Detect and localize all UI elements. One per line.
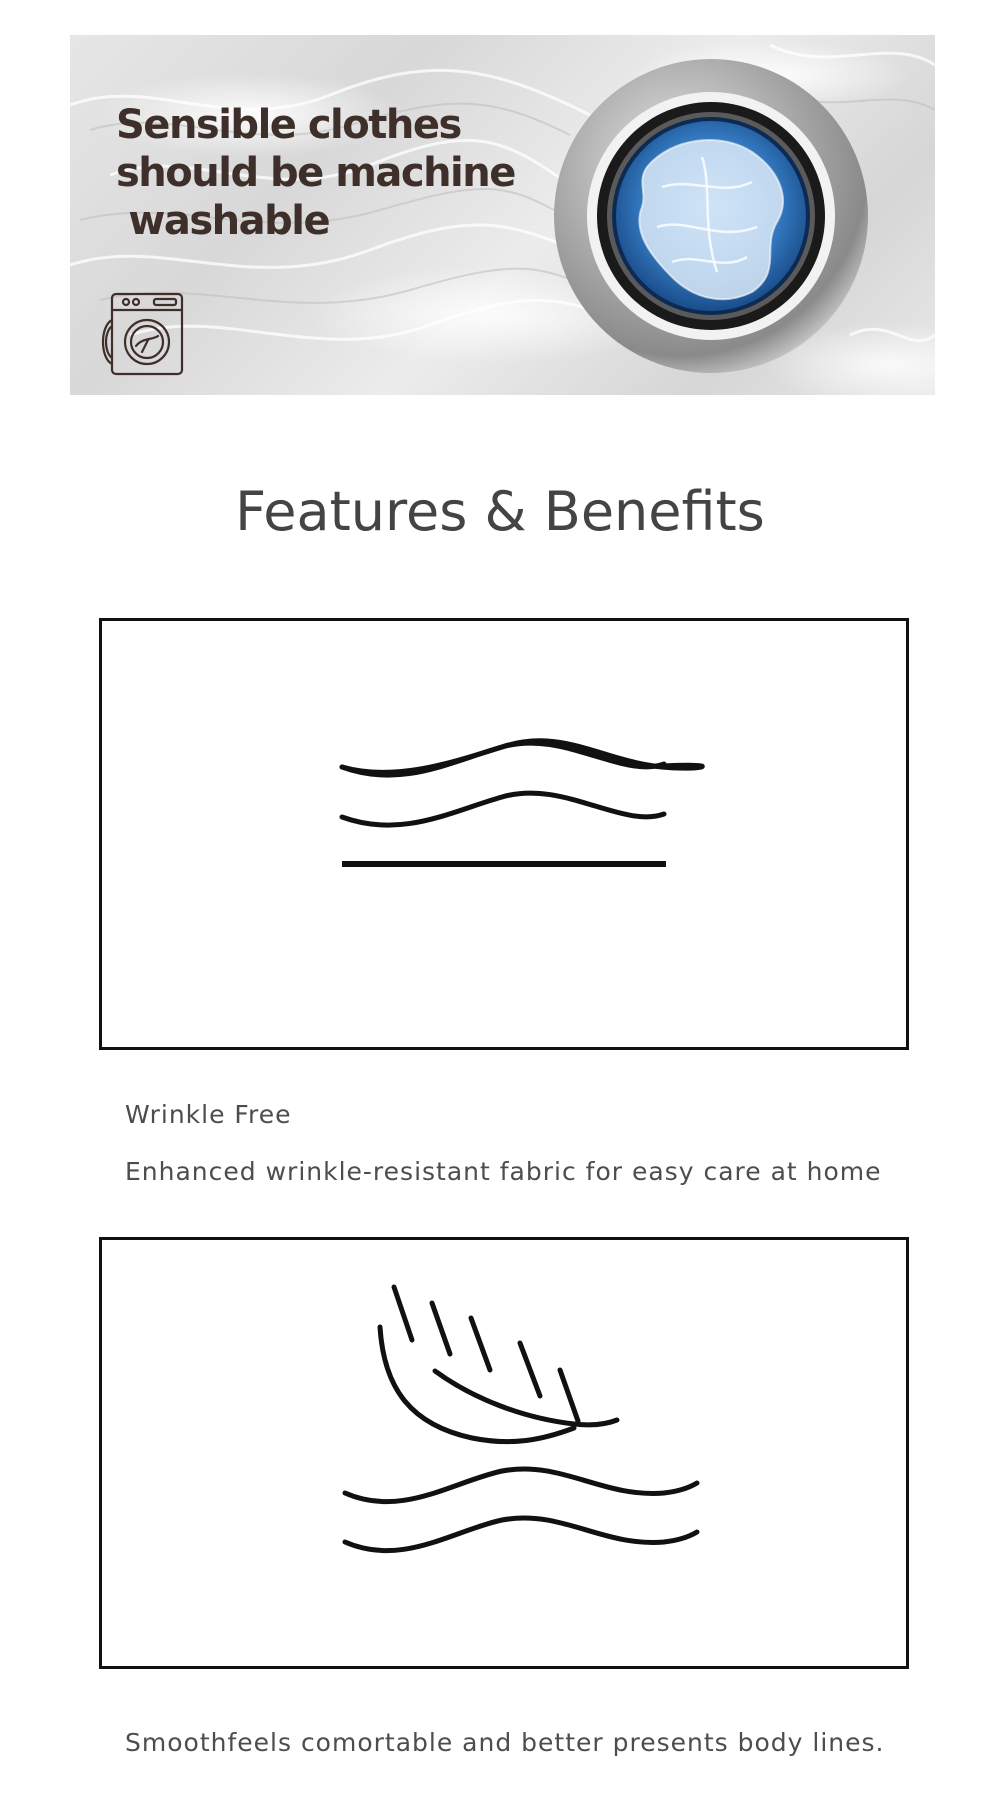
hero-title-line-1: Sensible clothes xyxy=(116,102,461,148)
hero-title-line-2: should be machine xyxy=(116,150,515,196)
feature-card-smooth-feel xyxy=(99,1237,909,1669)
washing-machine-icon xyxy=(98,290,186,378)
feature-title-wrinkle-free: Wrinkle Free xyxy=(125,1100,292,1129)
hero-title xyxy=(116,101,515,245)
hero-title-line-3: washable xyxy=(116,198,330,244)
feature-description-smooth-feel: Smoothfeels comortable and better presents body lines. xyxy=(125,1728,885,1757)
features-section-title: Features & Benefits xyxy=(235,480,765,543)
feature-description-wrinkle-free: Enhanced wrinkle-resistant fabric for easy care at home xyxy=(125,1157,882,1186)
feather-waves-icon xyxy=(102,1240,906,1666)
wrinkle-free-icon xyxy=(102,621,906,1047)
hero-banner xyxy=(70,35,935,395)
washing-machine-porthole-image xyxy=(552,57,870,375)
feature-card-wrinkle-free xyxy=(99,618,909,1050)
